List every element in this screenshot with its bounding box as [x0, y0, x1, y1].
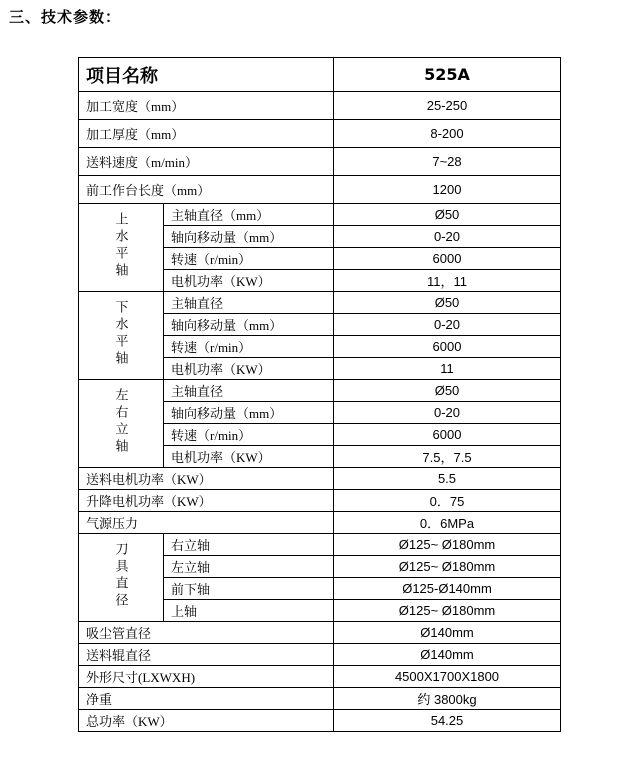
- row-value: 0-20: [334, 402, 561, 424]
- group-label-cell: [79, 380, 164, 468]
- row-label: 净重: [79, 688, 334, 710]
- row-value: Ø50: [334, 380, 561, 402]
- row-value: 0-20: [334, 226, 561, 248]
- table-header-row: [79, 58, 561, 92]
- table-row: [79, 534, 561, 556]
- row-label: 前工作台长度（mm）: [79, 176, 334, 204]
- table-row: [79, 292, 561, 314]
- table-row: [79, 92, 561, 120]
- row-label: 电机功率（KW）: [164, 358, 334, 380]
- row-value: Ø140mm: [334, 622, 561, 644]
- table-row: [79, 710, 561, 732]
- page-title: 三、技术参数：: [9, 8, 122, 26]
- table-row: [79, 512, 561, 534]
- row-label: 转速（r/min）: [164, 424, 334, 446]
- row-value: 8-200: [334, 120, 561, 148]
- row-label: 加工厚度（mm）: [79, 120, 334, 148]
- row-label: 转速（r/min）: [164, 248, 334, 270]
- row-label: 送料电机功率（KW）: [79, 468, 334, 490]
- table-row: [79, 380, 561, 402]
- spec-table: [78, 57, 561, 732]
- group-label-text: 上水平轴: [113, 211, 129, 280]
- row-label: 升降电机功率（KW）: [79, 490, 334, 512]
- table-row: [79, 468, 561, 490]
- row-label: 轴向移动量（mm）: [164, 314, 334, 336]
- row-value: Ø140mm: [334, 644, 561, 666]
- row-label: 电机功率（KW）: [164, 446, 334, 468]
- row-value: 11，11: [334, 270, 561, 292]
- group-label-cell: [79, 292, 164, 380]
- row-value: 25-250: [334, 92, 561, 120]
- column-header-item-name: 项目名称: [79, 58, 334, 92]
- table-body: [79, 92, 561, 732]
- row-label: 送料速度（m/min）: [79, 148, 334, 176]
- row-label: 气源压力: [79, 512, 334, 534]
- row-label: 送料辊直径: [79, 644, 334, 666]
- row-label: 主轴直径（mm）: [164, 204, 334, 226]
- row-label: 总功率（KW）: [79, 710, 334, 732]
- row-label: 左立轴: [164, 556, 334, 578]
- table-row: [79, 666, 561, 688]
- row-value: 5.5: [334, 468, 561, 490]
- row-value: 约 3800kg: [334, 688, 561, 710]
- row-label: 外形尺寸(LXWXH): [79, 666, 334, 688]
- row-value: 0．6MPa: [334, 512, 561, 534]
- row-label: 主轴直径: [164, 292, 334, 314]
- row-label: 轴向移动量（mm）: [164, 226, 334, 248]
- table-row: [79, 622, 561, 644]
- row-value: 7~28: [334, 148, 561, 176]
- group-label-cell: [79, 534, 164, 622]
- group-label-text: 左右立轴: [113, 387, 129, 456]
- row-label: 电机功率（KW）: [164, 270, 334, 292]
- row-value: 1200: [334, 176, 561, 204]
- table-row: [79, 644, 561, 666]
- row-value: Ø50: [334, 204, 561, 226]
- row-label: 转速（r/min）: [164, 336, 334, 358]
- row-label: 右立轴: [164, 534, 334, 556]
- group-label-text: 下水平轴: [113, 299, 129, 368]
- table-row: [79, 176, 561, 204]
- table-row: [79, 204, 561, 226]
- row-value: Ø125~ Ø180mm: [334, 534, 561, 556]
- group-label-cell: [79, 204, 164, 292]
- row-value: 6000: [334, 248, 561, 270]
- row-value: 0．75: [334, 490, 561, 512]
- row-label: 主轴直径: [164, 380, 334, 402]
- row-value: 11: [334, 358, 561, 380]
- table-row: [79, 148, 561, 176]
- row-label: 吸尘管直径: [79, 622, 334, 644]
- table-row: [79, 490, 561, 512]
- row-value: Ø50: [334, 292, 561, 314]
- row-value: 54.25: [334, 710, 561, 732]
- table-row: [79, 688, 561, 710]
- group-label-text: 刀具直径: [113, 541, 129, 610]
- row-value: 6000: [334, 336, 561, 358]
- table-row: [79, 120, 561, 148]
- row-value: 4500X1700X1800: [334, 666, 561, 688]
- row-value: 7.5，7.5: [334, 446, 561, 468]
- row-label: 加工宽度（mm）: [79, 92, 334, 120]
- row-value: 0-20: [334, 314, 561, 336]
- row-value: Ø125-Ø140mm: [334, 578, 561, 600]
- row-value: Ø125~ Ø180mm: [334, 556, 561, 578]
- row-label: 前下轴: [164, 578, 334, 600]
- row-label: 轴向移动量（mm）: [164, 402, 334, 424]
- column-header-model: 525A: [334, 58, 561, 92]
- row-value: Ø125~ Ø180mm: [334, 600, 561, 622]
- row-label: 上轴: [164, 600, 334, 622]
- row-value: 6000: [334, 424, 561, 446]
